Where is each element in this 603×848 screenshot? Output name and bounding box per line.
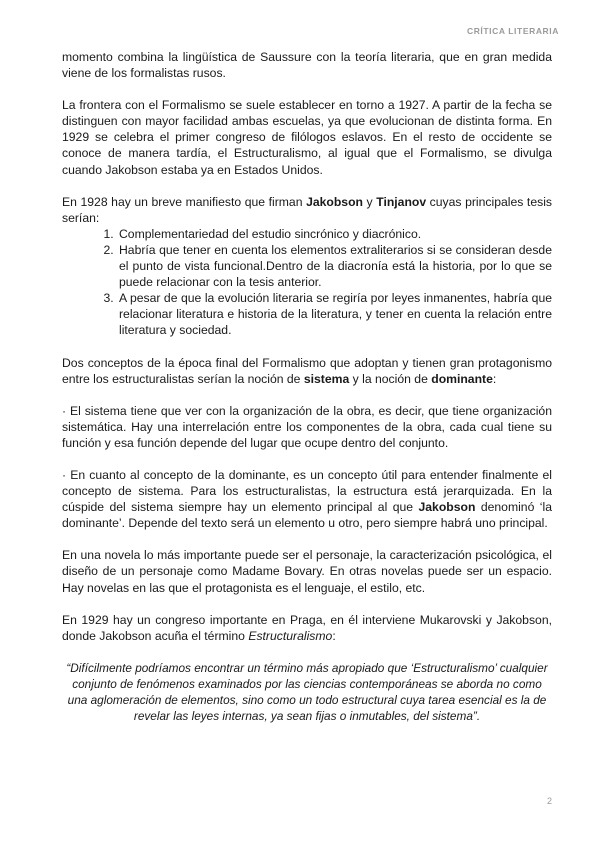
paragraph-formalism-border: La frontera con el Formalismo se suele establecer en torno a 1927. A partir de la fecha se distinguen con mayor facilidad ambas escuelas, ya que evolucionan de distinta forma. En 1929 se celebra el primer congreso de filólogos eslavos. En el resto de occidente se conoce de manera tardía, el Estructuralismo, al igual que el Formalismo, se divulga cuando Jakobson estaba ya en Estados Unidos. xyxy=(62,98,552,177)
dominante-text-1: · En cuanto al concepto de la dominante, es un concepto útil para entender finalmente el concepto de sistema. Para los estructuralistas, la estructura está jerarquizada. En la cúspide del sistema siempre hay un elemento principal al que xyxy=(62,467,552,515)
list-item: 1. Complementariedad del estudio sincrónico y diacrónico. xyxy=(117,226,552,242)
author-jakobson-2: Jakobson xyxy=(418,500,476,515)
term-estructuralismo: Estructuralismo xyxy=(248,628,333,643)
jakobson-quote: “Difícilmente podríamos encontrar un término más apropiado que ‘Estructuralismo’ cualquier conjunto de fenómenos examinados por las ciencias contemporáneas se aborda no como una aglomeración de elementos, sino como un todo estructural cuya tarea esencial es la de revelar las leyes internas, ya sean fijas o inmutables, del sistema”. xyxy=(66,660,548,724)
paragraph-intro-continued: momento combina la lingüística de Saussure con la teoría literaria, que en gran medida viene de los formalistas rusos. xyxy=(62,50,552,81)
running-header: CRÍTICA LITERARIA xyxy=(466,26,559,36)
term-sistema: sistema xyxy=(303,371,350,386)
dominante-text-2: denominó ‘la dominante’. Depende del texto será un elemento u otro, pero siempre habrá uno principal. xyxy=(62,500,552,531)
congreso-text-2: : xyxy=(332,628,336,643)
paragraph-dominante xyxy=(62,467,552,531)
page-body xyxy=(62,49,552,724)
manifesto-text-3: cuyas principales tesis serían: xyxy=(62,194,552,225)
paragraph-manifesto xyxy=(62,194,552,226)
manifesto-text-1: En 1928 hay un breve manifiesto que firman xyxy=(62,194,307,209)
paragraph-congreso xyxy=(62,612,552,644)
manifesto-text-2: y xyxy=(362,194,377,209)
list-item: 3. A pesar de que la evolución literaria se regiría por leyes inmanentes, habría que relacionar literatura e historia de la literatura, y tener en cuenta la relación entre literatura y sociedad. xyxy=(117,290,552,338)
paragraph-novela: En una novela lo más importante puede ser el personaje, la caracterización psicológica, el diseño de un personaje como Madame Bovary. En otras novelas puede ser un espacio. Hay novelas en las que el protagonista es el lenguaje, el estilo, etc. xyxy=(62,548,552,595)
concepts-text-2: y la noción de xyxy=(349,371,432,386)
author-jakobson: Jakobson xyxy=(306,194,363,209)
term-dominante: dominante xyxy=(431,371,493,386)
list-item: 2. Habría que tener en cuenta los elementos extraliterarios si se consideran desde el punto de vista funcional.Dentro de la diacronía está la historia, por lo que se puede relacionar con la tesis anterior. xyxy=(117,242,552,290)
paragraph-sistema: · El sistema tiene que ver con la organización de la obra, es decir, que tiene organización sistemática. Hay una interrelación entre los componentes de la obra, cada cual tiene su función y esa función depende del lugar que ocupe dentro del conjunto. xyxy=(62,403,552,450)
concepts-text-3: : xyxy=(492,371,497,386)
concepts-text-1: Dos conceptos de la época final del Formalismo que adoptan y tienen gran protagonismo entre los estructuralistas serían la noción de xyxy=(62,355,552,386)
congreso-text-1: En 1929 hay un congreso importante en Praga, en él interviene Mukarovski y Jakobson, donde Jakobson acuña el término xyxy=(62,612,552,643)
page-number: 2 xyxy=(546,796,552,806)
paragraph-concepts xyxy=(62,355,552,387)
author-tinjanov: Tinjanov xyxy=(376,194,427,209)
thesis-list xyxy=(62,226,552,339)
